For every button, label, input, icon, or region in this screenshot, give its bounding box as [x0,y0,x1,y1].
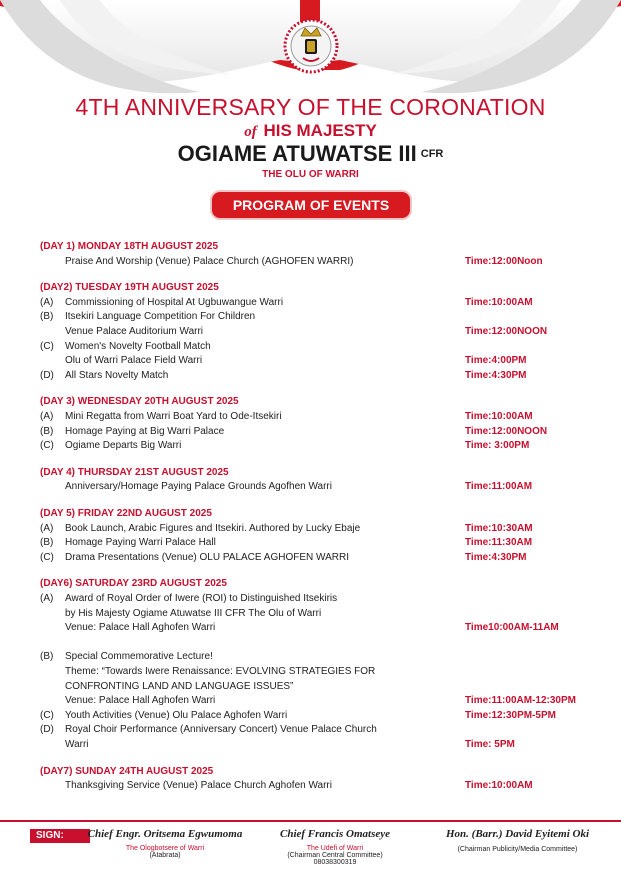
item-description: Award of Royal Order of Iwere (ROI) to Distinguished Itsekiris [65,593,338,604]
item-description: Olu of Warri Palace Field Warri [65,355,203,367]
sign-label: SIGN: [30,829,90,843]
item-description: All Stars Novelty Match [65,369,169,381]
item-description: Mini Regatta from Warri Boat Yard to Ode-Itsekiri [65,411,282,422]
signatory-2 [265,828,405,866]
signatory-2-name: Chief Francis Omatseye [280,828,390,840]
day-heading: (DAY2) TUESDAY 19TH AUGUST 2025 [40,282,219,294]
item-time: Time:10:30AM [465,522,533,534]
item-description: by His Majesty Ogiame Atuwatse III CFR The Olu of Warri [65,607,322,619]
item-time: Time:12:30PM-5PM [465,709,556,721]
item-time: Time:4:30PM [465,369,527,381]
item-label: (B) [40,425,54,437]
item-description: Anniversary/Homage Paying Palace Grounds Agofhen Warri [65,481,332,493]
item-description: Homage Paying Warri Palace Hall [65,537,216,549]
item-label: (A) [40,522,54,534]
item-label: (C) [40,340,54,352]
his-majesty-text: HIS MAJESTY [263,121,377,140]
item-description: Venue Palace Auditorium Warri [65,326,204,337]
signatory-1 [80,828,250,859]
item-time: Time:10:00AM [465,411,533,422]
item-time: Time:10:00AM [465,780,533,792]
signatory-1-name: Chief Engr. Oritsema Egwumoma [87,828,243,840]
olu-of-warri-subtitle: THE OLU OF WARRI [262,169,359,180]
cfr-honor: CFR [420,148,444,160]
item-description: Women's Novelty Football Match [65,340,211,352]
item-label: (C) [40,551,54,563]
signatory-2-role: The Udefi of Warri [306,845,364,852]
item-description: Praise And Worship (Venue) Palace Church (AGHOFEN WARRI) [65,255,354,267]
anniversary-title: 4TH ANNIVERSARY OF THE CORONATION [75,94,546,120]
item-time: Time:10:00AM [465,296,533,308]
item-description: Ogiame Departs Big Warri [65,440,182,452]
item-label: (D) [40,724,54,736]
day-heading: (DAY 4) THURSDAY 21ST AUGUST 2025 [40,466,229,478]
item-label: (B) [40,537,54,549]
day-heading: (DAY7) SUNDAY 24TH AUGUST 2025 [40,765,214,777]
item-time: Time:4:30PM [465,551,527,563]
item-time: Time:11:00AM [465,481,533,493]
item-description: Drama Presentations (Venue) OLU PALACE AGHOFEN WARRI [65,551,349,563]
signatory-2-phone: 08038300319 [313,859,357,866]
item-description: Commissioning of Hospital At Ugbuwangue Warri [65,296,284,308]
item-description: Special Commemorative Lecture! [65,651,213,663]
program-of-events-banner: PROGRAM OF EVENTS [212,192,410,218]
item-time: Time: 3:00PM [465,440,530,452]
signatory-2-sub: (Chairman Central Committee) [287,852,383,859]
item-description: Itsekiri Language Competition For Children [65,311,256,323]
item-time: Time: 5PM [465,739,515,750]
item-label: (C) [40,709,54,721]
item-label: (B) [40,651,54,663]
day-heading: (DAY 1) MONDAY 18TH AUGUST 2025 [40,241,219,252]
item-description: Venue: Palace Hall Aghofen Warri [65,695,216,707]
item-time: Time:12:00Noon [465,255,543,267]
item-description: Royal Choir Performance (Anniversary Concert) Venue Palace Church [65,724,377,736]
item-description: Youth Activities (Venue) Olu Palace Aghofen Warri [65,709,288,721]
signatory-1-sub: (Atabrata) [149,852,181,859]
item-time: Time:12:00NOON [465,326,548,337]
item-label: (D) [40,369,54,381]
item-label: (C) [40,440,54,452]
item-description: Warri [65,739,89,750]
signatory-3-name: Hon. (Barr.) David Eyitemi Oki [446,828,589,840]
item-label: (A) [40,411,54,422]
item-description: Thanksgiving Service (Venue) Palace Church Aghofen Warri [65,780,332,792]
signatory-1-role: The Ologbotsere of Warri [125,845,205,852]
signatory-3-sub: (Chairman Publicity/Media Committee) [457,846,578,853]
item-time: Time:4:00PM [465,355,527,367]
item-description: Book Launch, Arabic Figures and Itsekiri. Authored by Lucky Ebaje [65,522,361,534]
day-heading: (DAY 3) WEDNESDAY 20TH AUGUST 2025 [40,396,239,408]
item-time: Time:11:30AM [465,537,533,549]
item-label: (A) [40,296,54,308]
item-description: Theme: “Towards Iwere Renaissance: EVOLVING STRATEGIES FOR [65,666,376,677]
item-label: (B) [40,311,54,323]
item-description: Venue: Palace Hall Aghofen Warri [65,622,216,634]
day-heading: (DAY 5) FRIDAY 22ND AUGUST 2025 [40,508,212,519]
item-label: (A) [40,593,54,604]
item-time: Time:11:00AM-12:30PM [465,695,576,707]
footer-divider [0,820,621,822]
item-description: CONFRONTING LAND AND LANGUAGE ISSUES” [65,680,294,692]
of-word: of [244,124,257,140]
signatory-3 [430,828,605,853]
king-name: OGIAME ATUWATSE III [177,141,417,166]
item-time: Time:12:00NOON [465,425,548,437]
item-time: Time10:00AM-11AM [465,622,559,634]
day-heading: (DAY6) SATURDAY 23RD AUGUST 2025 [40,578,227,590]
item-description: Homage Paying at Big Warri Palace [65,425,225,437]
